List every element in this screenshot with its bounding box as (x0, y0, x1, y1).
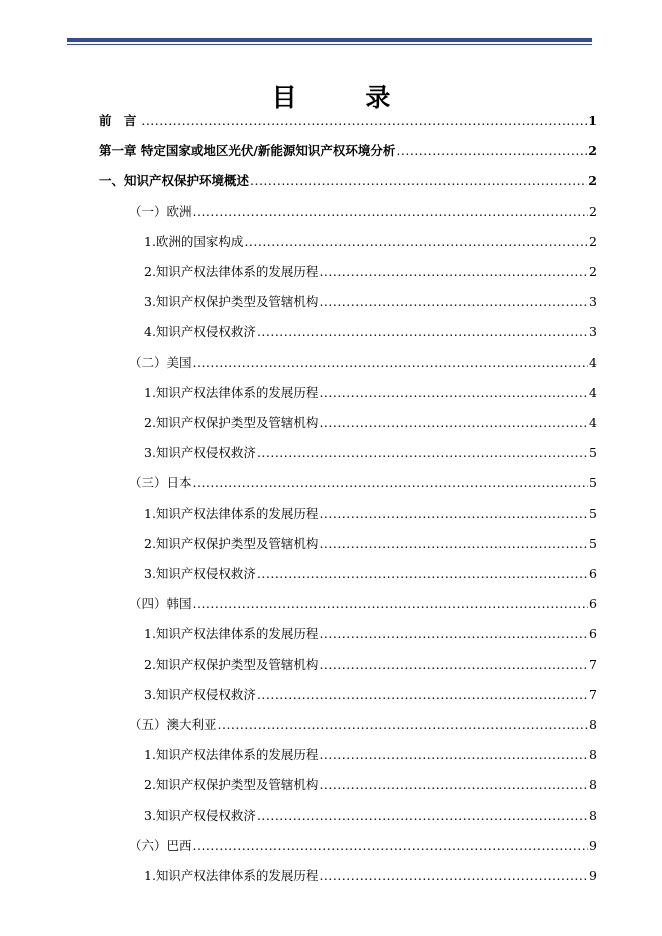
toc-entry[interactable] (144, 414, 597, 432)
toc-entry[interactable] (129, 837, 597, 855)
toc-entry[interactable] (129, 354, 597, 372)
dot-leader (250, 172, 587, 190)
toc-entry-page: 8 (589, 807, 597, 823)
toc-entry-label: 1.欧洲的国家构成 (144, 233, 244, 249)
toc-entry[interactable] (99, 112, 597, 130)
dot-leader (319, 625, 588, 643)
dot-leader (193, 203, 588, 221)
dot-leader (257, 565, 588, 583)
dot-leader (257, 807, 588, 825)
dot-leader (193, 837, 588, 855)
toc-entry-label: 1.知识产权法律体系的发展历程 (144, 747, 319, 763)
dot-leader (193, 474, 588, 492)
toc-entry-label: 2.知识产权保护类型及管辖机构 (144, 656, 319, 672)
toc-entry-page: 2 (589, 233, 597, 249)
dot-leader (193, 595, 588, 613)
toc-entry-page: 2 (588, 173, 597, 189)
toc-entry-page: 6 (589, 596, 597, 612)
toc-entry-label: 3.知识产权侵权救济 (144, 686, 256, 702)
toc-entry-label: （三）日本 (129, 475, 192, 491)
toc-entry-label: （五）澳大利亚 (129, 717, 217, 732)
toc-entry[interactable] (144, 656, 597, 674)
toc-entry-label: 前 言 (99, 113, 141, 128)
toc-entry-label: 2.知识产权保护类型及管辖机构 (144, 415, 319, 430)
toc-entry-page: 3 (589, 324, 597, 340)
dot-leader (396, 142, 587, 160)
toc-entry-label: 3.知识产权侵权救济 (144, 807, 256, 823)
toc-entry-page: 9 (589, 868, 597, 883)
toc-entry-label: 2.知识产权保护类型及管辖机构 (144, 777, 319, 793)
toc-entry-label: 2.知识产权保护类型及管辖机构 (144, 535, 319, 551)
dot-leader (319, 263, 588, 281)
toc-entry-page: 3 (589, 294, 597, 310)
toc-entry[interactable] (144, 535, 597, 553)
toc-entry-label: 3.知识产权侵权救济 (144, 445, 256, 461)
toc-entry-label: 3.知识产权保护类型及管辖机构 (144, 294, 319, 310)
header-rule-thick (67, 38, 592, 42)
toc-entry-label: 4.知识产权侵权救济 (144, 324, 256, 340)
toc-entry[interactable] (144, 625, 597, 643)
toc-entry-label: （四）韩国 (129, 596, 192, 612)
dot-leader (319, 867, 588, 885)
toc-entry-page: 8 (589, 717, 597, 732)
dot-leader (319, 414, 588, 432)
toc-entry-page: 6 (589, 566, 597, 581)
toc-entry-page: 6 (589, 626, 597, 642)
toc-entry-page: 8 (589, 747, 597, 763)
toc-title: 目 录 (271, 83, 421, 112)
toc-entry-label: 2.知识产权法律体系的发展历程 (144, 264, 319, 279)
header-rule-thin (67, 44, 592, 45)
dot-leader (319, 293, 588, 311)
dot-leader (257, 444, 588, 462)
toc-entry[interactable] (144, 807, 597, 825)
toc-entry-page: 2 (589, 203, 597, 219)
toc-entry-page: 4 (589, 384, 597, 400)
toc-entry-page: 5 (589, 475, 597, 491)
toc-entry[interactable] (129, 474, 597, 492)
toc-entry-label: 1.知识产权法律体系的发展历程 (144, 384, 319, 400)
toc-entry-page: 7 (589, 656, 597, 672)
toc-entry-label: 第一章 特定国家或地区光伏/新能源知识产权环境分析 (99, 143, 396, 159)
toc-entry-page: 5 (589, 535, 597, 551)
toc-entry[interactable] (144, 867, 597, 885)
dot-leader (319, 535, 588, 553)
toc-entry[interactable] (144, 444, 597, 462)
toc-entry[interactable] (99, 172, 597, 190)
dot-leader (244, 233, 588, 251)
toc-entry-label: （一）欧洲 (129, 203, 192, 219)
dot-leader (319, 656, 588, 674)
toc-entry[interactable] (144, 384, 597, 402)
toc-entry-page: 5 (589, 445, 597, 461)
toc-entry[interactable] (144, 565, 597, 583)
dot-leader (218, 716, 588, 734)
dot-leader (319, 384, 588, 402)
toc-entry[interactable] (129, 595, 597, 613)
toc-entry[interactable] (144, 233, 597, 251)
toc-entry-label: （六）巴西 (129, 837, 192, 853)
toc-entry[interactable] (144, 293, 597, 311)
toc-entry-label: 1.知识产权法律体系的发展历程 (144, 868, 319, 883)
toc-entry[interactable] (144, 686, 597, 704)
toc-entry-page: 8 (589, 777, 597, 793)
dot-leader (141, 112, 587, 130)
dot-leader (319, 505, 588, 523)
toc-entry-page: 7 (589, 686, 597, 702)
dot-leader (319, 746, 588, 764)
toc-entry[interactable] (144, 746, 597, 764)
toc-entry-label: 1.知识产权法律体系的发展历程 (144, 505, 319, 521)
toc-entry-label: 3.知识产权侵权救济 (144, 566, 256, 581)
toc-entry-page: 1 (588, 113, 597, 128)
toc-entry[interactable] (144, 323, 597, 341)
toc-entry[interactable] (129, 716, 597, 734)
toc-entry-page: 4 (589, 415, 597, 430)
dot-leader (319, 776, 588, 794)
toc-entry-label: 一、知识产权保护环境概述 (99, 173, 250, 189)
toc-entry-label: 1.知识产权法律体系的发展历程 (144, 626, 319, 642)
toc-entry-page: 2 (588, 143, 597, 159)
toc-entry[interactable] (99, 142, 597, 160)
toc-entry-page: 4 (589, 354, 597, 370)
toc-entry-page: 2 (589, 264, 597, 279)
dot-leader (193, 354, 588, 372)
dot-leader (257, 323, 588, 341)
toc-entry[interactable] (144, 505, 597, 523)
toc-entry-page: 5 (589, 505, 597, 521)
toc-entry[interactable] (144, 776, 597, 794)
toc-entry[interactable] (129, 203, 597, 221)
toc-entry-page: 9 (589, 837, 597, 853)
toc-entry[interactable] (144, 263, 597, 281)
dot-leader (257, 686, 588, 704)
toc-entry-label: （二）美国 (129, 354, 192, 370)
